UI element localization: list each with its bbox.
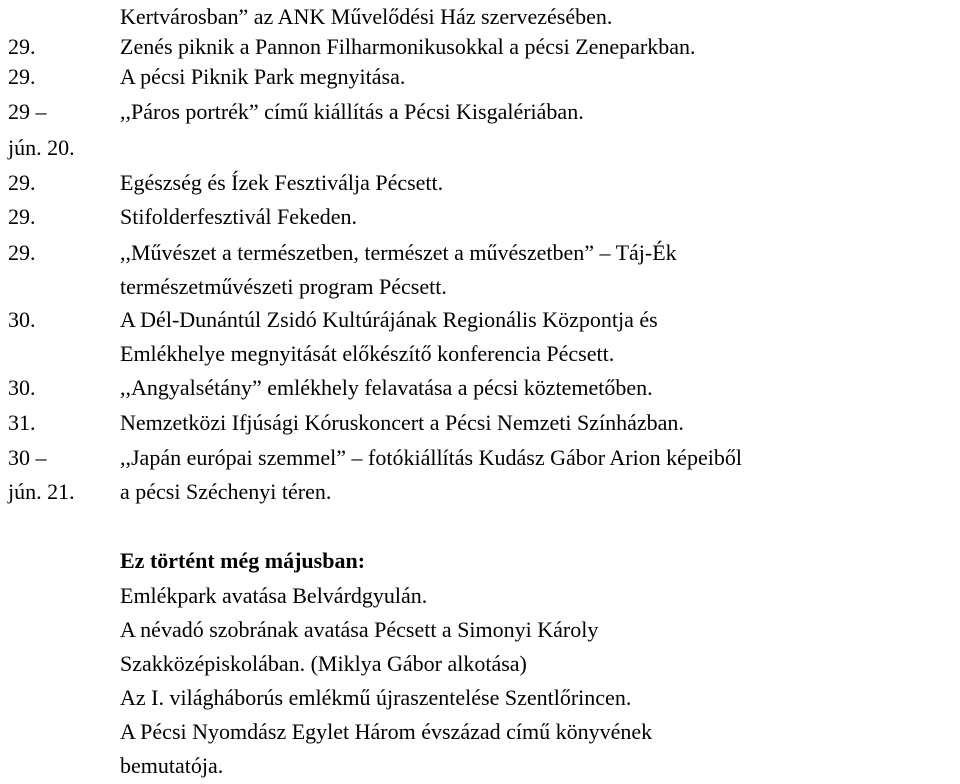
event-text: Zenés piknik a Pannon Filharmonikusokkal a pécsi Zeneparkban. [120, 34, 696, 59]
event-date: jún. 21. [8, 479, 75, 504]
may-line [0, 681, 960, 715]
event-row [0, 441, 960, 475]
event-date: 30. [8, 307, 36, 332]
event-text: A Dél-Dunántúl Zsidó Kultúrájának Regionális Központja és [120, 307, 658, 332]
event-text: a pécsi Széchenyi téren. [120, 479, 332, 504]
event-text: ,,Művészet a természetben, természet a művészetben” – Táj-Ék [120, 240, 677, 265]
may-line [0, 647, 960, 681]
may-line-text: A Pécsi Nyomdász Egylet Három évszázad című könyvének [120, 719, 653, 744]
event-row [0, 30, 960, 64]
event-date: 29 – [8, 99, 47, 124]
event-date: 29. [8, 204, 36, 229]
event-row [0, 270, 960, 304]
event-row [0, 166, 960, 200]
event-text: A pécsi Piknik Park megnyitása. [120, 64, 406, 89]
may-line [0, 715, 960, 749]
may-line-text: A névadó szobrának avatása Pécsett a Simonyi Károly [120, 617, 599, 642]
may-line-text: Az I. világháborús emlékmű újraszentelése Szentlőrincen. [120, 685, 632, 710]
event-row [0, 236, 960, 270]
may-line-text: Emlékpark avatása Belvárdgyulán. [120, 583, 428, 608]
event-date: jún. 20. [8, 135, 75, 160]
event-text: Emlékhelye megnyitását előkészítő konferencia Pécsett. [120, 341, 615, 366]
event-date: 29. [8, 64, 36, 89]
event-date: 29. [8, 240, 36, 265]
event-text: ,,Japán európai szemmel” – fotókiállítás Kudász Gábor Arion képeiből [120, 445, 742, 470]
event-text: ,,Páros portrék” című kiállítás a Pécsi Kisgalériában. [120, 99, 584, 124]
may-line [0, 579, 960, 613]
event-row [0, 95, 960, 129]
event-row [0, 0, 960, 34]
event-date: 31. [8, 410, 36, 435]
event-row [0, 371, 960, 405]
event-text: Egészség és Ízek Fesztiválja Pécsett. [120, 170, 444, 195]
event-row [0, 475, 960, 509]
event-row [0, 406, 960, 440]
event-date: 29. [8, 34, 36, 59]
event-text: Nemzetközi Ifjúsági Kóruskoncert a Pécsi Nemzeti Színházban. [120, 410, 684, 435]
event-row [0, 60, 960, 94]
event-date: 30 – [8, 445, 47, 470]
may-line [0, 613, 960, 647]
may-line-text: bemutatója. [120, 753, 224, 778]
event-row [0, 303, 960, 337]
event-row [0, 200, 960, 234]
event-text: Stifolderfesztivál Fekeden. [120, 204, 358, 229]
event-row [0, 131, 960, 165]
may-line [0, 749, 960, 783]
event-text: természetművészeti program Pécsett. [120, 274, 447, 299]
may-line-text: Szakközépiskolában. (Miklya Gábor alkotása) [120, 651, 527, 676]
event-text: Kertvárosban” az ANK Művelődési Ház szervezésében. [120, 4, 613, 29]
may-section-heading: Ez történt még májusban: [120, 548, 366, 573]
may-section-heading-row [0, 544, 960, 578]
event-row [0, 337, 960, 371]
event-date: 29. [8, 170, 36, 195]
event-date: 30. [8, 375, 36, 400]
event-text: ,,Angyalsétány” emlékhely felavatása a pécsi köztemetőben. [120, 375, 653, 400]
